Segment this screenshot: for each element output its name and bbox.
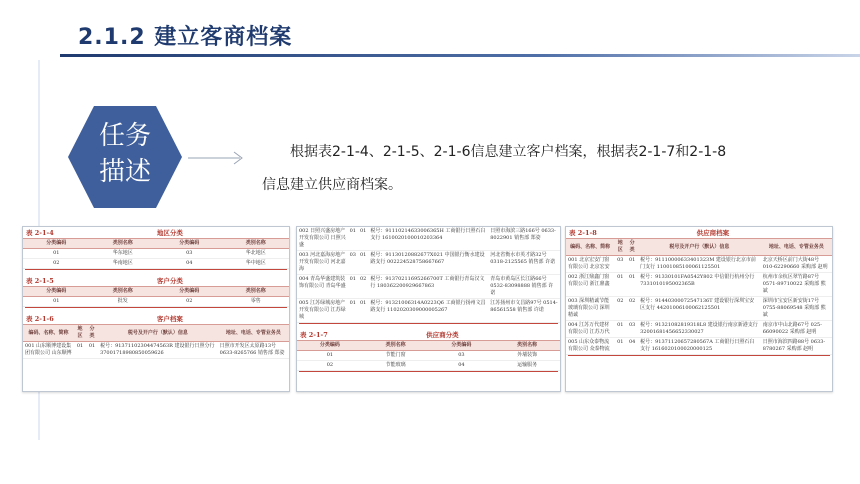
table-row: 01 节能门窗 03 外墙装饰 bbox=[297, 351, 560, 361]
supplier-archive-table bbox=[566, 238, 832, 355]
screenshot-panel-supplier-archive bbox=[565, 226, 833, 392]
screenshot-panel-customer-tables bbox=[22, 226, 290, 392]
connector-arrow-icon bbox=[188, 118, 248, 198]
table-row: 002 日照兴盛房地产开发有限公司 日照兴盛 01 01 税号：91110214633006365H 工商银行日照石臼支行 1610020100010203364 日照市海滨三路166号 0633-8022901 销售部 郑姿 bbox=[297, 227, 560, 251]
table-row: 004 江苏万代建材有限公司 江苏万代 01 03 税号：91321082819318L8 建设银行南京新港支行 32001681456652330027 南京市中山北路67号 025-66090022 采购部 赵明 bbox=[566, 321, 832, 338]
column-header: 地区 bbox=[74, 325, 86, 342]
column-header: 地址、电话、专管业务员 bbox=[761, 239, 832, 256]
badge-line2: 描述 bbox=[98, 157, 151, 187]
table-title: 客户分类 bbox=[156, 277, 183, 285]
table-caption bbox=[23, 313, 289, 324]
column-header: 分类编码 bbox=[156, 287, 223, 297]
column-header: 类别名称 bbox=[223, 239, 290, 249]
customer-classification-table bbox=[23, 286, 289, 307]
table-number: 表 2-1-6 bbox=[26, 315, 54, 323]
column-header: 税号及开户行（默认）信息 bbox=[638, 239, 761, 256]
column-header: 类别名称 bbox=[494, 341, 560, 351]
table-row: 005 江苏绿城房地产开发有限公司 江苏绿城 01 01 税号：91321006314A0223Q6 工商银行扬州文昌路支行 1102020309000005267 江苏扬州市文昌路97号 0514-86561558 销售部 许诺 bbox=[297, 299, 560, 323]
column-header: 税号及开户行（默认）信息 bbox=[98, 325, 218, 342]
table-number: 表 2-1-5 bbox=[26, 277, 54, 285]
table-title: 客户档案 bbox=[156, 315, 183, 323]
table-row: 005 山东众泰物流有限公司 众泰物流 01 04 税号：91371120657280567A 工商银行日照石臼支行 1616020100020000125 日照市海滨四路88号 0633-8780267 采购部 赵明 bbox=[566, 338, 832, 355]
supplier-classification-table bbox=[297, 340, 560, 371]
task-badge-label bbox=[66, 118, 184, 190]
column-header: 分类编码 bbox=[429, 341, 495, 351]
screenshot-panel-customer-continued bbox=[296, 226, 561, 392]
table-title: 供应商分类 bbox=[426, 331, 459, 339]
table-row: 02 节能玻璃 04 运输服务 bbox=[297, 361, 560, 371]
table-title: 地区分类 bbox=[156, 229, 183, 237]
table-row: 001 北京宏安门窗有限公司 北京宏安 03 01 税号：91110000633401323M 建设银行北京市前门支行 11001085100061125501 北京天桥区前门大街48号 010-62290660 采购部 赵明 bbox=[566, 256, 832, 273]
badge-line1: 任务 bbox=[98, 121, 151, 151]
table-caption bbox=[23, 275, 289, 286]
column-header: 地址、电话、专管业务员 bbox=[218, 325, 289, 342]
column-header: 类别名称 bbox=[363, 341, 429, 351]
column-header: 类别名称 bbox=[90, 239, 157, 249]
table-row: 004 青岛华盛建筑装饰有限公司 青岛华盛 01 02 税号：91370211695266700T 工商银行青岛汉文行 180362200929667863 青岛市黄岛区长江路66号 0532-83098888 销售部 许诺 bbox=[297, 275, 560, 299]
title-underline bbox=[60, 54, 860, 57]
task-description bbox=[262, 136, 782, 202]
customer-archive-table-continued bbox=[297, 227, 560, 323]
page-title: 2.1.2 建立客商档案 bbox=[78, 25, 293, 50]
table-row: 01 华东地区 03 华北地区 bbox=[23, 249, 289, 259]
task-line2: 信息建立供应商档案。 bbox=[262, 177, 402, 193]
table-row: 001 山东顺博建设集团有限公司 山东顺博 01 01 税号：91371102304474563R 建设银行日照分行 37001718980850059626 日照市开发区太原路13号 0633-8265766 销售部 郑姿 bbox=[23, 342, 289, 359]
column-header: 分类 bbox=[626, 239, 638, 256]
column-header: 分类编码 bbox=[23, 287, 90, 297]
table-number: 表 2-1-7 bbox=[300, 331, 328, 339]
column-header: 分类编码 bbox=[23, 239, 90, 249]
column-header: 分类 bbox=[86, 325, 98, 342]
region-classification-table bbox=[23, 238, 289, 269]
table-caption bbox=[297, 329, 560, 340]
table-caption bbox=[566, 227, 832, 238]
table-row: 02 华南地区 04 华中地区 bbox=[23, 259, 289, 269]
column-header: 地区 bbox=[614, 239, 626, 256]
customer-archive-table bbox=[23, 324, 289, 359]
table-title: 供应商档案 bbox=[696, 229, 730, 237]
column-header: 分类编码 bbox=[297, 341, 363, 351]
column-header: 类别名称 bbox=[90, 287, 157, 297]
table-caption bbox=[23, 227, 289, 238]
column-header: 编码、名称、简称 bbox=[23, 325, 74, 342]
column-header: 分类编码 bbox=[156, 239, 223, 249]
table-row: 003 河北嘉海房地产开发有限公司 河北嘉海 03 01 税号：91130120882677X021 中国银行衡水建设路支行 002224528758667667 河北省衡水市英才路32号 0318-2125565 销售部 许诺 bbox=[297, 251, 560, 275]
table-row: 002 浙江鼎鑫门窗有限公司 浙江鼎鑫 01 01 税号：91330101FA0542Y802 中信银行杭州分行 7331010195002365B 杭州市余杭区翠竹路87号 0571-89710022 采购部 熊斌 bbox=[566, 273, 832, 297]
task-line1: 根据表2-1-4、2-1-5、2-1-6信息建立客户档案，根据表2-1-7和2-1-8 bbox=[290, 144, 727, 160]
table-number: 表 2-1-4 bbox=[26, 229, 54, 237]
table-number: 表 2-1-8 bbox=[569, 229, 597, 237]
table-row: 01 批发 02 零售 bbox=[23, 297, 289, 307]
column-header: 编码、名称、简称 bbox=[566, 239, 614, 256]
table-row: 003 深圳精诚节能玻璃有限公司 深圳精诚 02 02 税号：91440300072547136T 建设银行深圳宝安区支行 44201006100062125501 深圳市宝安区新安街17号 0755-88069548 采购部 熊斌 bbox=[566, 297, 832, 321]
column-header: 类别名称 bbox=[223, 287, 290, 297]
